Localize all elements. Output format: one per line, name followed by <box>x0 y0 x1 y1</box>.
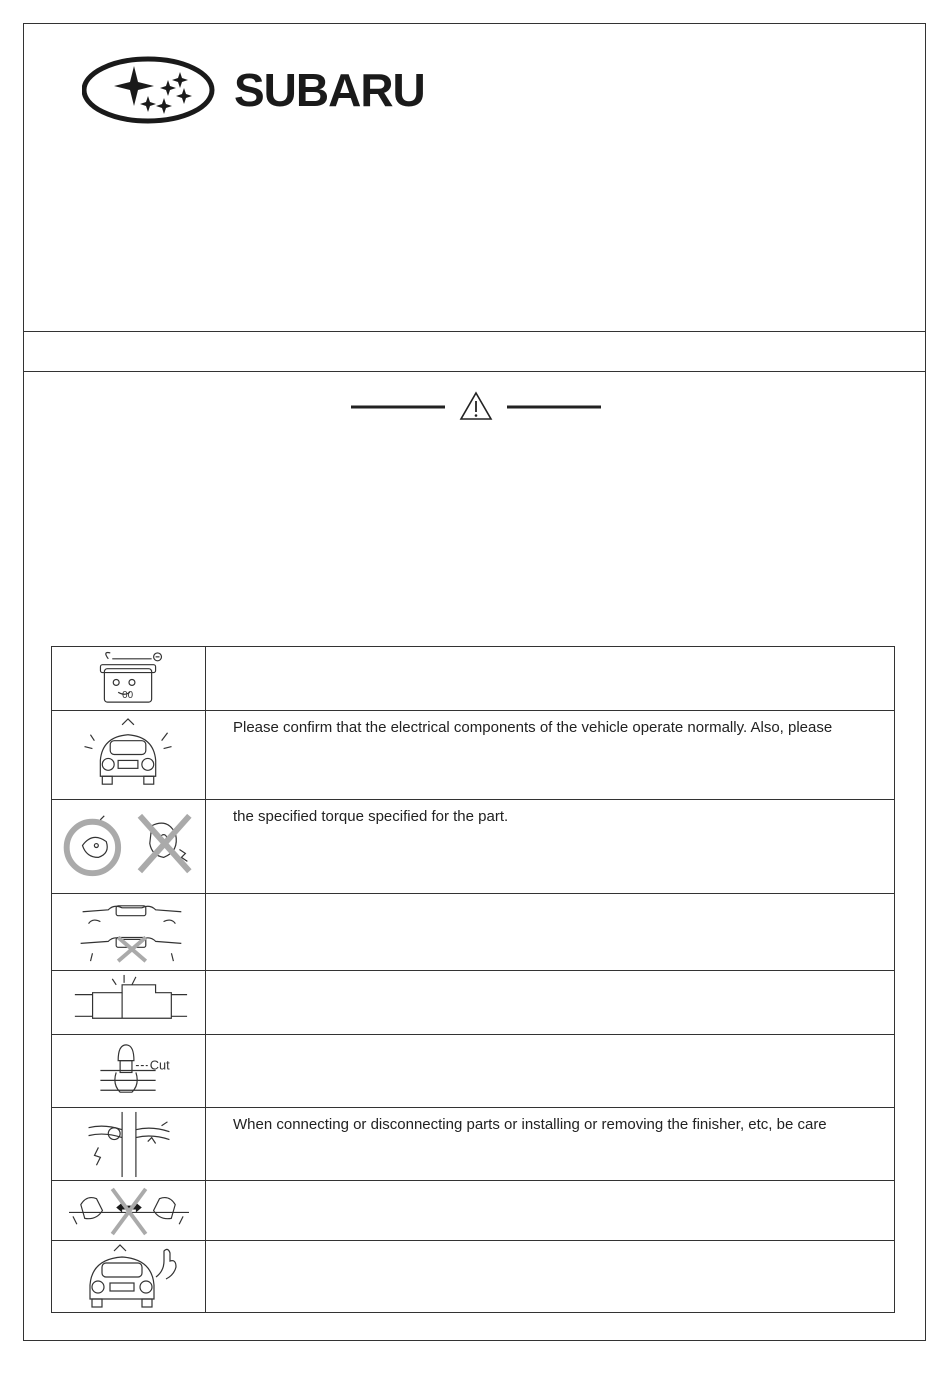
subaru-pleiades-logo-icon <box>84 59 212 121</box>
table-row <box>52 1181 894 1241</box>
title-band <box>24 332 925 372</box>
table-row <box>52 711 894 800</box>
table-row <box>52 894 894 971</box>
table-row <box>52 971 894 1035</box>
row-text: the specified torque specified for the part. <box>233 808 509 825</box>
header-section <box>24 24 925 332</box>
svg-text:00: 00 <box>122 690 134 702</box>
cable-tie-cut-icon <box>52 1035 206 1107</box>
table-row <box>52 1035 894 1108</box>
precautions-table <box>51 646 895 1313</box>
row-text: Please confirm that the electrical components of the vehicle operate normally. Also, please <box>233 719 833 736</box>
connector-handling-icon <box>52 894 206 970</box>
battery-disconnect-icon <box>52 647 206 710</box>
cut-label: Cut <box>149 1057 170 1073</box>
warning-triangle-icon <box>461 393 491 419</box>
table-row <box>52 647 894 711</box>
harness-pull-icon <box>52 1181 206 1240</box>
car-electrical-check-icon <box>52 711 206 799</box>
table-row <box>52 1108 894 1181</box>
table-row <box>52 1241 894 1312</box>
subaru-logo <box>82 54 502 124</box>
torque-wrench-icon <box>52 800 206 893</box>
instruction-sheet <box>23 23 926 1341</box>
row-text: When connecting or disconnecting parts or installing or removing the finisher, etc, be care <box>233 1116 827 1133</box>
finisher-damage-icon <box>52 1108 206 1180</box>
tape-wrap-icon <box>52 971 206 1034</box>
brand-name: SUBARU <box>234 64 425 116</box>
car-final-check-icon <box>52 1241 206 1312</box>
caution-heading <box>351 390 601 422</box>
table-row <box>52 800 894 894</box>
